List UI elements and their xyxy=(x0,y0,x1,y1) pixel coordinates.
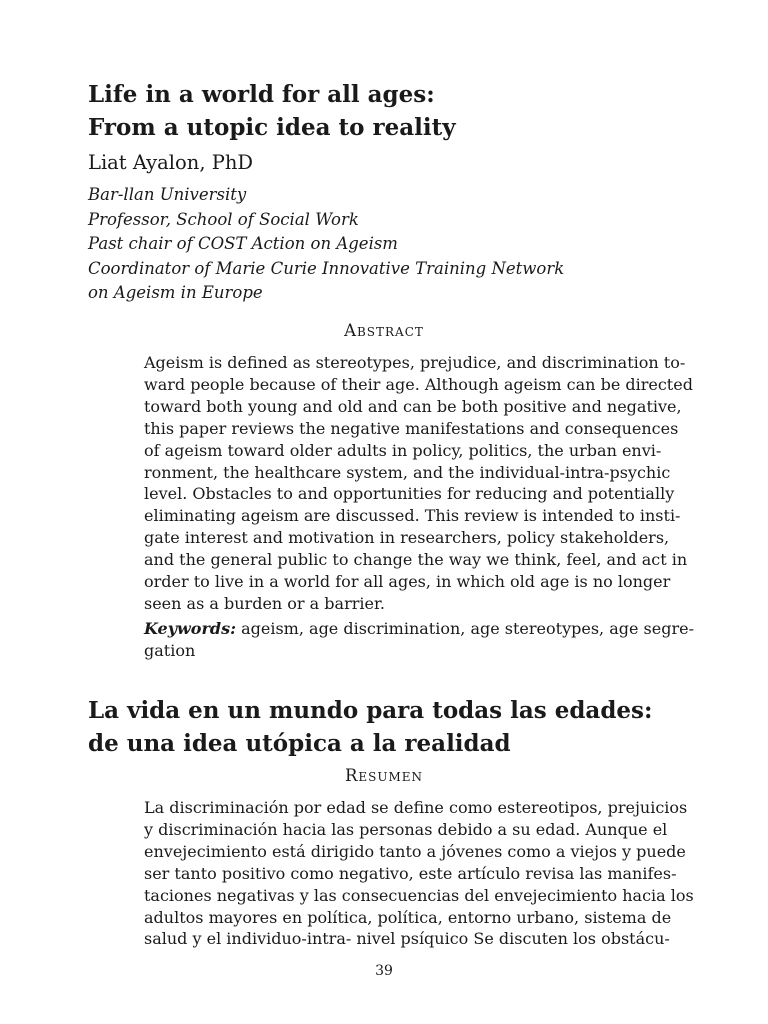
abstract-line: ward people because of their age. Although ageism can be directed xyxy=(144,374,693,394)
english-title xyxy=(88,78,648,144)
spanish-title-line-2: de una idea utópica a la realidad xyxy=(88,730,511,757)
abstract-line: of ageism toward older adults in policy, politics, the urban envi- xyxy=(144,440,662,460)
abstract-body xyxy=(144,352,693,615)
abstract-line: order to live in a world for all ages, in which old age is no longer xyxy=(144,572,671,592)
resumen-line: taciones negativas y las consecuencias del envejecimiento hacia los xyxy=(144,885,694,905)
resumen-line: adultos mayores en política, política, entorno urbano, sistema de xyxy=(144,907,672,927)
english-title-line-1: Life in a world for all ages: xyxy=(88,81,435,108)
resumen-line: y discriminación hacia las personas debido a su edad. Aunque el xyxy=(144,819,668,839)
spanish-title-line-1: La vida en un mundo para todas las edades: xyxy=(88,697,653,724)
resumen-line: salud y el individuo-intra- nivel psíquico Se discuten los obstácu- xyxy=(144,929,670,949)
abstract-line: Ageism is defined as stereotypes, prejudice, and discrimination to- xyxy=(144,353,686,372)
keywords-line-2: gation xyxy=(144,640,196,660)
resumen-line: ser tanto positivo como negativo, este artículo revisa las manifes- xyxy=(144,863,677,883)
resumen-heading: Resumen xyxy=(344,766,424,785)
abstract-line: toward both young and old and can be both positive and negative, xyxy=(144,396,682,416)
keywords-label: Keywords: xyxy=(144,619,237,638)
abstract-line: seen as a burden or a barrier. xyxy=(144,593,385,613)
abstract-heading: Abstract xyxy=(344,321,424,340)
affiliation-line-4: Coordinator of Marie Curie Innovative Training Network xyxy=(88,258,565,278)
keywords-line-1 xyxy=(144,618,694,640)
author-affiliations xyxy=(88,183,648,306)
page-number: 39 xyxy=(375,963,393,979)
affiliation-line-5: on Ageism in Europe xyxy=(88,283,263,302)
keywords xyxy=(144,618,694,662)
abstract-line: this paper reviews the negative manifestations and consequences xyxy=(144,418,679,438)
resumen-body xyxy=(144,797,694,950)
abstract-line: eliminating ageism are discussed. This review is intended to insti- xyxy=(144,506,681,526)
english-title-line-2: From a utopic idea to reality xyxy=(88,114,456,141)
abstract-line: level. Obstacles to and opportunities for reducing and potentially xyxy=(144,484,675,504)
resumen-line: envejecimiento está dirigido tanto a jóvenes como a viejos y puede xyxy=(144,841,686,861)
affiliation-line-1: Bar-llan University xyxy=(88,185,247,204)
affiliation-line-2: Professor, School of Social Work xyxy=(88,209,359,229)
spanish-title xyxy=(88,694,653,760)
author-name: Liat Ayalon, PhD xyxy=(88,151,254,174)
abstract-line: and the general public to change the way we think, feel, and act in xyxy=(144,550,688,570)
abstract-line: ronment, the healthcare system, and the individual-intra-psychic xyxy=(144,462,671,482)
resumen-line: La discriminación por edad se define como estereotipos, prejuicios xyxy=(144,798,688,817)
affiliation-line-3: Past chair of COST Action on Ageism xyxy=(88,234,398,253)
abstract-line: gate interest and motivation in researchers, policy stakeholders, xyxy=(144,528,670,548)
keywords-text-1: ageism, age discrimination, age stereotypes, age segre- xyxy=(236,619,694,638)
